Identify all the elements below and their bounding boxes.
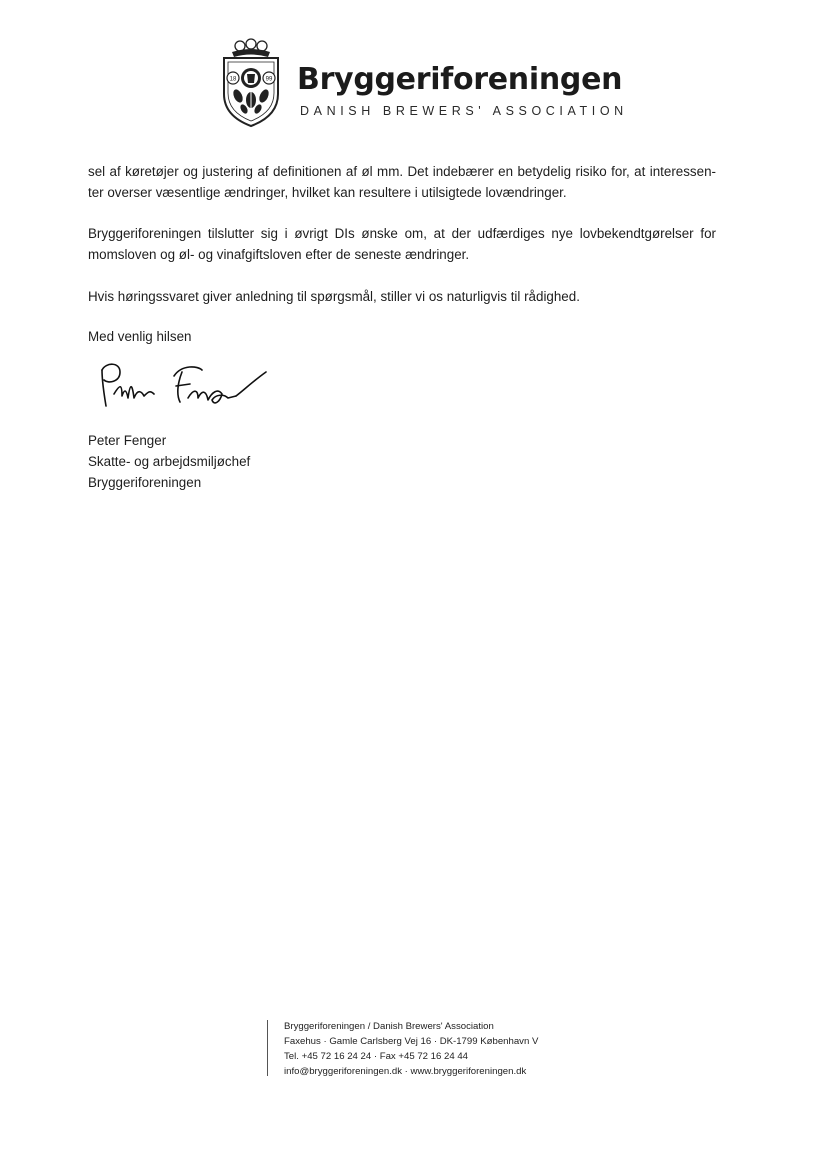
signatory-name: Peter Fenger (88, 433, 167, 448)
footer-address: Faxehus · Gamle Carlsberg Vej 16 · DK-1799 København V (284, 1036, 539, 1047)
organization-subtitle: DANISH BREWERS' ASSOCIATION (300, 104, 628, 118)
footer-contact (284, 1019, 538, 1079)
paragraph-consolidation-request (88, 223, 716, 265)
brewers-crest-icon (218, 38, 284, 128)
text-line: sel af køretøjer og justering af definitionen af øl mm. Det indebærer en betydelig risiko for, at interessen- (88, 164, 716, 179)
handwritten-signature (90, 354, 272, 416)
organization-name: Bryggeriforeningen (297, 62, 623, 97)
footer-phone-fax: Tel. +45 72 16 24 24 · Fax +45 72 16 24 44 (284, 1051, 469, 1062)
text-line: momsloven og øl- og vinafgiftsloven efter de seneste ændringer. (88, 247, 470, 262)
text-line: Hvis høringssvaret giver anledning til spørgsmål, stiller vi os naturligvis til rådighed. (88, 289, 580, 304)
emblem-year-right: 99 (265, 76, 273, 83)
text-line: Med venlig hilsen (88, 329, 192, 344)
text-line: Bryggeriforeningen tilslutter sig i øvrigt DIs ønske om, at der udfærdiges nye lovbekendtgørelser for (88, 226, 716, 241)
signatory-title: Skatte- og arbejdsmiljøchef (88, 454, 251, 469)
closing-salutation (88, 326, 716, 347)
paragraph-contact-offer (88, 286, 716, 307)
footer-email-web: info@bryggeriforeningen.dk · www.bryggeriforeningen.dk (284, 1066, 527, 1077)
signature-block (88, 430, 250, 493)
footer-organization: Bryggeriforeningen / Danish Brewers' Association (284, 1021, 494, 1032)
paragraph-legislation-risk (88, 161, 716, 203)
emblem-year-left: 18 (229, 76, 237, 83)
footer-divider (267, 1020, 268, 1076)
text-line: ter overser væsentlige ændringer, hvilket kan resultere i utilsigtede lovændringer. (88, 185, 567, 200)
signatory-organization: Bryggeriforeningen (88, 475, 202, 490)
